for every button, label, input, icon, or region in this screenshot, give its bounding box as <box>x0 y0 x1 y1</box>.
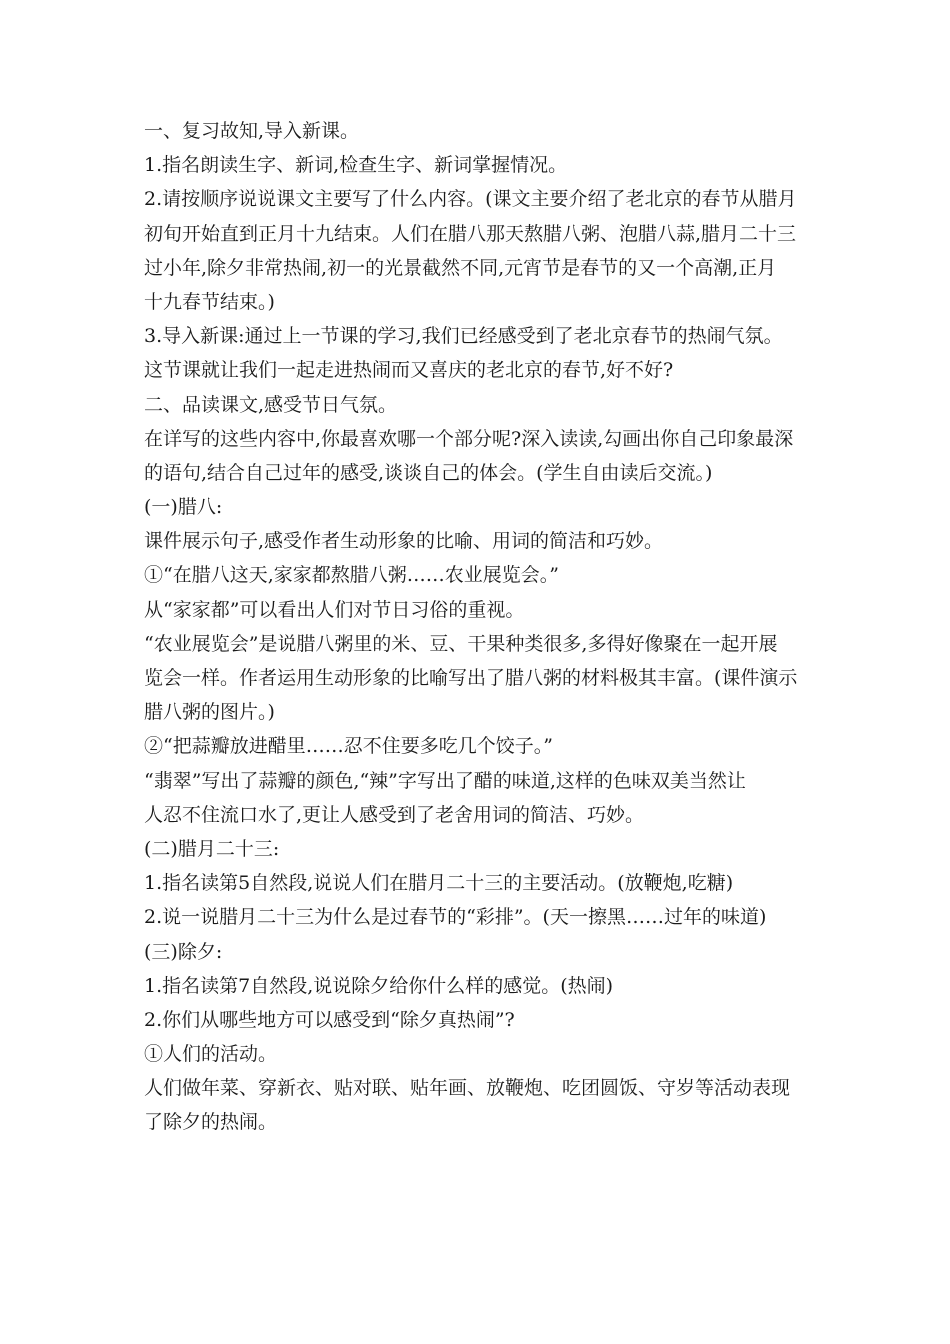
paragraph-line: 2.你们从哪些地方可以感受到“除夕真热闹”? <box>144 1008 515 1031</box>
quote-line: ②“把蒜瓣放进醋里……忍不住要多吃几个饺子。” <box>144 735 553 758</box>
paragraph-line: 人们做年菜、穿新衣、贴对联、贴年画、放鞭炮、吃团圆饭、守岁等活动表现 <box>144 1077 791 1100</box>
paragraph-line: “农业展览会”是说腊八粥里的米、豆、干果种类很多,多得好像聚在一起开展 <box>144 632 778 655</box>
paragraph-line: 的语句,结合自己过年的感受,谈谈自己的体会。(学生自由读后交流。) <box>144 461 713 484</box>
paragraph-line: 1.指名读第7自然段,说说除夕给你什么样的感觉。(热闹) <box>144 974 614 997</box>
paragraph-line: 腊八粥的图片。) <box>144 701 275 724</box>
paragraph-line: 从“家家都”可以看出人们对节日习俗的重视。 <box>144 598 525 621</box>
paragraph-line: 1.指名朗读生字、新词,检查生字、新词掌握情况。 <box>144 154 568 177</box>
paragraph-line: ①人们的活动。 <box>144 1043 278 1066</box>
paragraph-line: 在详写的这些内容中,你最喜欢哪一个部分呢?深入读读,勾画出你自己印象最深 <box>144 427 794 450</box>
paragraph-line: 这节课就让我们一起走进热闹而又喜庆的老北京的春节,好不好? <box>144 359 674 382</box>
paragraph-line: 了除夕的热闹。 <box>144 1111 278 1134</box>
paragraph-line: “翡翠”写出了蒜瓣的颜色,“辣”字写出了醋的味道,这样的色味双美当然让 <box>144 769 746 792</box>
paragraph-line: 初旬开始直到正月十九结束。人们在腊八那天熬腊八粥、泡腊八蒜,腊月二十三 <box>144 222 797 245</box>
paragraph-line: 十九春节结束。) <box>144 290 275 313</box>
paragraph-line: 人忍不住流口水了,更让人感受到了老舍用词的简洁、巧妙。 <box>144 803 645 826</box>
paragraph-line: 3.导入新课:通过上一节课的学习,我们已经感受到了老北京春节的热闹气氛。 <box>144 325 783 348</box>
document-body <box>144 114 814 1140</box>
subsection-heading: (二)腊月二十三: <box>144 837 280 860</box>
quote-line: ①“在腊八这天,家家都熬腊八粥……农业展览会。” <box>144 564 559 587</box>
section-heading: 一、复习故知,导入新课。 <box>144 120 360 142</box>
paragraph-line: 2.说一说腊月二十三为什么是过春节的“彩排”。(天一擦黑……过年的味道) <box>144 906 767 929</box>
section-heading: 二、品读课文,感受节日气氛。 <box>144 393 398 416</box>
paragraph-line: 课件展示句子,感受作者生动形象的比喻、用词的简洁和巧妙。 <box>144 530 664 553</box>
paragraph-line: 过小年,除夕非常热闹,初一的光景截然不同,元宵节是春节的又一个高潮,正月 <box>144 256 777 279</box>
paragraph-line: 1.指名读第5自然段,说说人们在腊月二十三的主要活动。(放鞭炮,吃糖) <box>144 872 734 895</box>
subsection-heading: (一)腊八: <box>144 496 223 519</box>
paragraph-line: 览会一样。作者运用生动形象的比喻写出了腊八粥的材料极其丰富。(课件演示 <box>144 667 798 689</box>
subsection-heading: (三)除夕: <box>144 940 223 963</box>
paragraph-line: 2.请按顺序说说课文主要写了什么内容。(课文主要介绍了老北京的春节从腊月 <box>144 188 797 211</box>
